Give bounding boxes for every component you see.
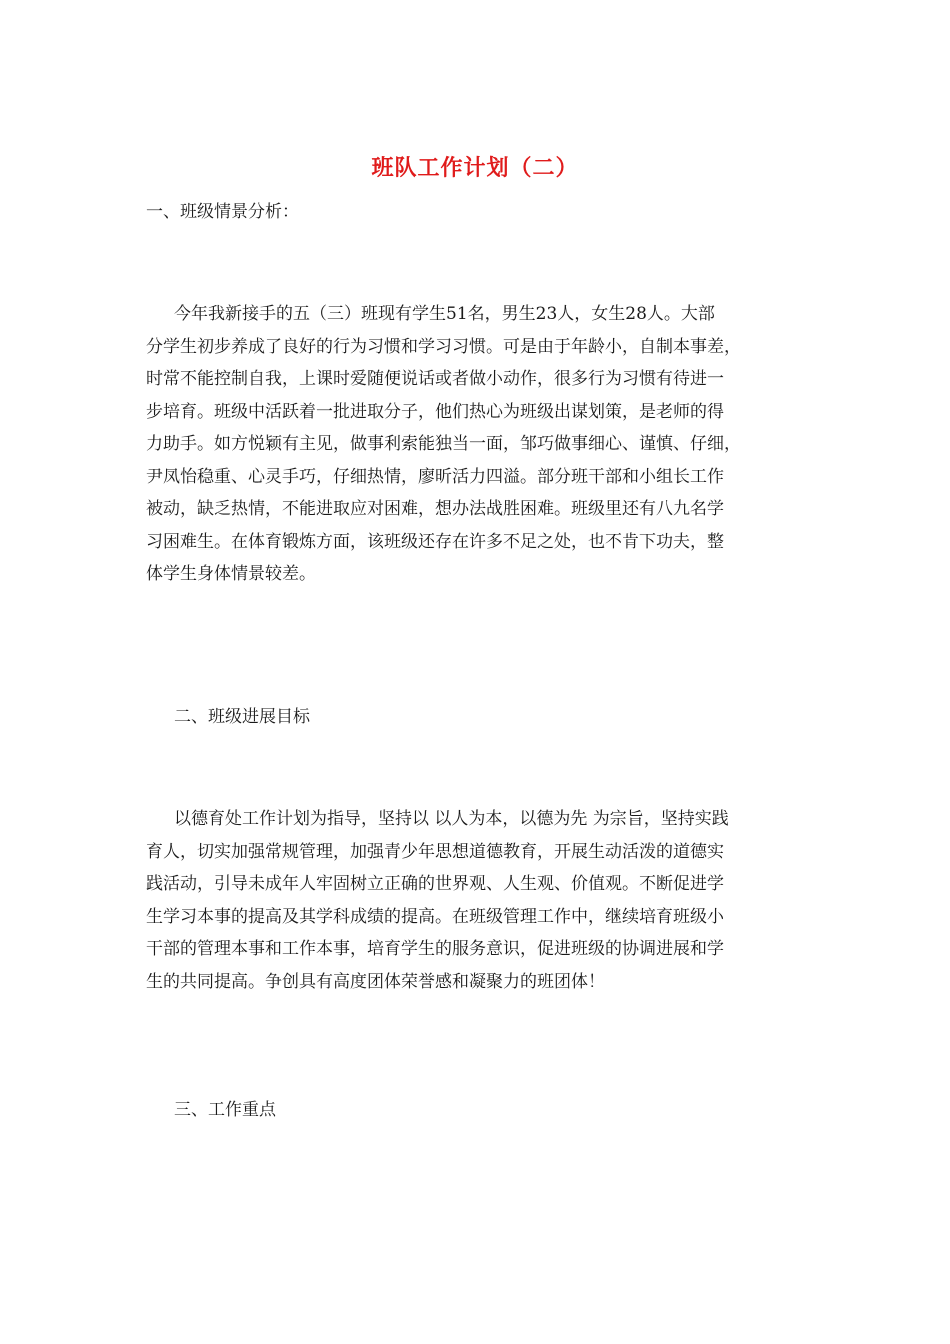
- paragraph-line: 生的共同提高。争创具有高度团体荣誉感和凝聚力的班团体！: [146, 971, 605, 992]
- paragraph-line: 以德育处工作计划为指导，坚持以 以人为本，以德为先 为宗旨，坚持实践: [174, 809, 729, 829]
- paragraph-line: 力助手。如方悦颖有主见，做事利索能独当一面，邹巧做事细心、谨慎、仔细，: [146, 434, 741, 454]
- paragraph-line: 育人，切实加强常规管理，加强青少年思想道德教育，开展生动活泼的道德实: [146, 841, 724, 862]
- paragraph-line: 被动，缺乏热情，不能进取应对困难，想办法战胜困难。班级里还有八九名学: [146, 499, 724, 519]
- paragraph-line: 分学生初步养成了良好的行为习惯和学习习惯。可是由于年龄小，自制本事差，: [146, 336, 741, 357]
- section-1-paragraph: [146, 298, 810, 591]
- section-heading-2: 二、班级进展目标: [174, 707, 310, 727]
- paragraph-line: 生学习本事的提高及其学科成绩的提高。在班级管理工作中，继续培育班级小: [146, 906, 724, 927]
- section-heading-3: 三、工作重点: [174, 1100, 276, 1120]
- paragraph-line: 习困难生。在体育锻炼方面，该班级还存在许多不足之处，也不肯下功夫，整: [146, 531, 724, 552]
- paragraph-line: 践活动，引导未成年人牢固树立正确的世界观、人生观、价值观。不断促进学: [146, 874, 724, 894]
- paragraph-line: 体学生身体情景较差。: [146, 564, 316, 584]
- section-2-paragraph: [146, 803, 810, 998]
- paragraph-line: 尹凤怡稳重、心灵手巧，仔细热情，廖昕活力四溢。部分班干部和小组长工作: [146, 466, 724, 487]
- document-title: 班队工作计划（二）: [371, 155, 579, 181]
- paragraph-line: 干部的管理本事和工作本事，培育学生的服务意识，促进班级的协调进展和学: [146, 939, 724, 959]
- paragraph-line: 时常不能控制自我，上课时爱随便说话或者做小动作，很多行为习惯有待进一: [146, 369, 724, 389]
- paragraph-line: 步培育。班级中活跃着一批进取分子，他们热心为班级出谋划策，是老师的得: [146, 401, 724, 422]
- section-heading-1: 一、班级情景分析：: [146, 202, 299, 222]
- paragraph-line: 今年我新接手的五（三）班现有学生51名，男生23人，女生28人。大部: [174, 304, 715, 324]
